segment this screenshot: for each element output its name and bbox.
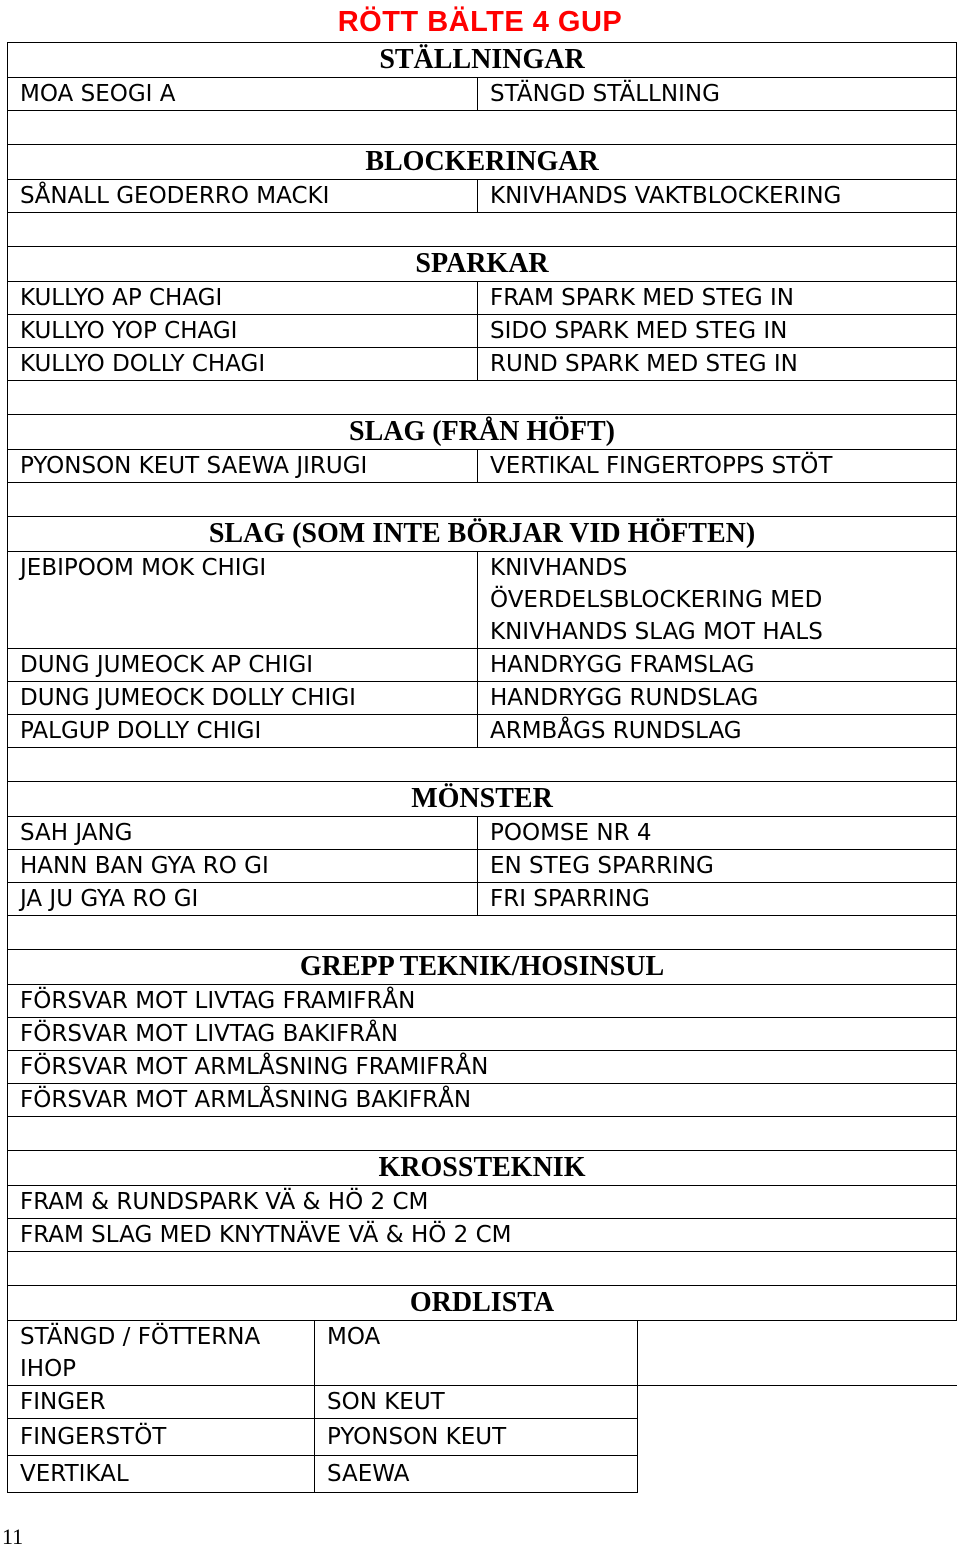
spacer-row [8, 483, 957, 517]
table-cell: EN STEG SPARRING [478, 850, 957, 883]
list-item: FÖRSVAR MOT ARMLÅSNING FRAMIFRÅN [8, 1051, 957, 1084]
table-cell: HANDRYGG FRAMSLAG [478, 649, 957, 682]
table-cell: KNIVHANDS ÖVERDELSBLOCKERING MED KNIVHANDS SLAG MOT HALS [478, 552, 957, 649]
curriculum-table [7, 42, 957, 1493]
section-heading-stallningar: STÄLLNINGAR [8, 43, 957, 78]
table-cell: KNIVHANDS VAKTBLOCKERING [478, 180, 957, 213]
glossary-empty [638, 1386, 957, 1419]
spacer-row [8, 213, 957, 247]
table-cell: HANN BAN GYA RO GI [8, 850, 478, 883]
section-heading-blockeringar: BLOCKERINGAR [8, 145, 957, 180]
section-heading-slag-inte-hoft: SLAG (SOM INTE BÖRJAR VID HÖFTEN) [8, 517, 957, 552]
table-cell: SIDO SPARK MED STEG IN [478, 315, 957, 348]
spacer-row [8, 381, 957, 415]
table-cell: KULLYO YOP CHAGI [8, 315, 478, 348]
spacer-row [8, 1252, 957, 1286]
glossary-term: STÄNGD / FÖTTERNA IHOP [8, 1321, 315, 1386]
table-cell: DUNG JUMEOCK AP CHIGI [8, 649, 478, 682]
glossary-empty [638, 1321, 957, 1386]
table-cell: KULLYO AP CHAGI [8, 282, 478, 315]
section-heading-ordlista: ORDLISTA [8, 1286, 957, 1321]
glossary-empty [638, 1419, 957, 1456]
glossary-term: VERTIKAL [8, 1456, 315, 1493]
table-cell: KULLYO DOLLY CHAGI [8, 348, 478, 381]
table-cell: FRI SPARRING [478, 883, 957, 916]
table-cell: STÄNGD STÄLLNING [478, 78, 957, 111]
page-title: RÖTT BÄLTE 4 GUP [337, 6, 623, 38]
list-item: FRAM SLAG MED KNYTNÄVE VÄ & HÖ 2 CM [8, 1219, 957, 1252]
list-item: FÖRSVAR MOT LIVTAG BAKIFRÅN [8, 1018, 957, 1051]
table-cell: DUNG JUMEOCK DOLLY CHIGI [8, 682, 478, 715]
list-item: FRAM & RUNDSPARK VÄ & HÖ 2 CM [8, 1186, 957, 1219]
list-item: FÖRSVAR MOT ARMLÅSNING BAKIFRÅN [8, 1084, 957, 1117]
table-cell: POOMSE NR 4 [478, 817, 957, 850]
spacer-row [8, 111, 957, 145]
glossary-translation: SAEWA [315, 1456, 638, 1493]
table-cell: RUND SPARK MED STEG IN [478, 348, 957, 381]
glossary-term: FINGERSTÖT [8, 1419, 315, 1456]
spacer-row [8, 748, 957, 782]
section-heading-sparkar: SPARKAR [8, 247, 957, 282]
glossary-translation: MOA [315, 1321, 638, 1386]
page-number: 11 [2, 1524, 24, 1549]
table-cell: ARMBÅGS RUNDSLAG [478, 715, 957, 748]
spacer-row [8, 916, 957, 950]
table-cell: VERTIKAL FINGERTOPPS STÖT [478, 450, 957, 483]
glossary-empty [638, 1456, 957, 1493]
section-heading-krossteknik: KROSSTEKNIK [8, 1151, 957, 1186]
table-cell: JEBIPOOM MOK CHIGI [8, 552, 478, 649]
section-heading-slag-hoft: SLAG (FRÅN HÖFT) [8, 415, 957, 450]
table-cell: SAH JANG [8, 817, 478, 850]
section-heading-monster: MÖNSTER [8, 782, 957, 817]
list-item: FÖRSVAR MOT LIVTAG FRAMIFRÅN [8, 985, 957, 1018]
table-cell: MOA SEOGI A [8, 78, 478, 111]
glossary-translation: SON KEUT [315, 1386, 638, 1419]
spacer-row [8, 1117, 957, 1151]
glossary-term: FINGER [8, 1386, 315, 1419]
table-cell: SÅNALL GEODERRO MACKI [8, 180, 478, 213]
table-cell: HANDRYGG RUNDSLAG [478, 682, 957, 715]
table-cell: PALGUP DOLLY CHIGI [8, 715, 478, 748]
section-heading-grepp: GREPP TEKNIK/HOSINSUL [8, 950, 957, 985]
table-cell: PYONSON KEUT SAEWA JIRUGI [8, 450, 478, 483]
glossary-translation: PYONSON KEUT [315, 1419, 638, 1456]
table-cell: JA JU GYA RO GI [8, 883, 478, 916]
table-cell: FRAM SPARK MED STEG IN [478, 282, 957, 315]
